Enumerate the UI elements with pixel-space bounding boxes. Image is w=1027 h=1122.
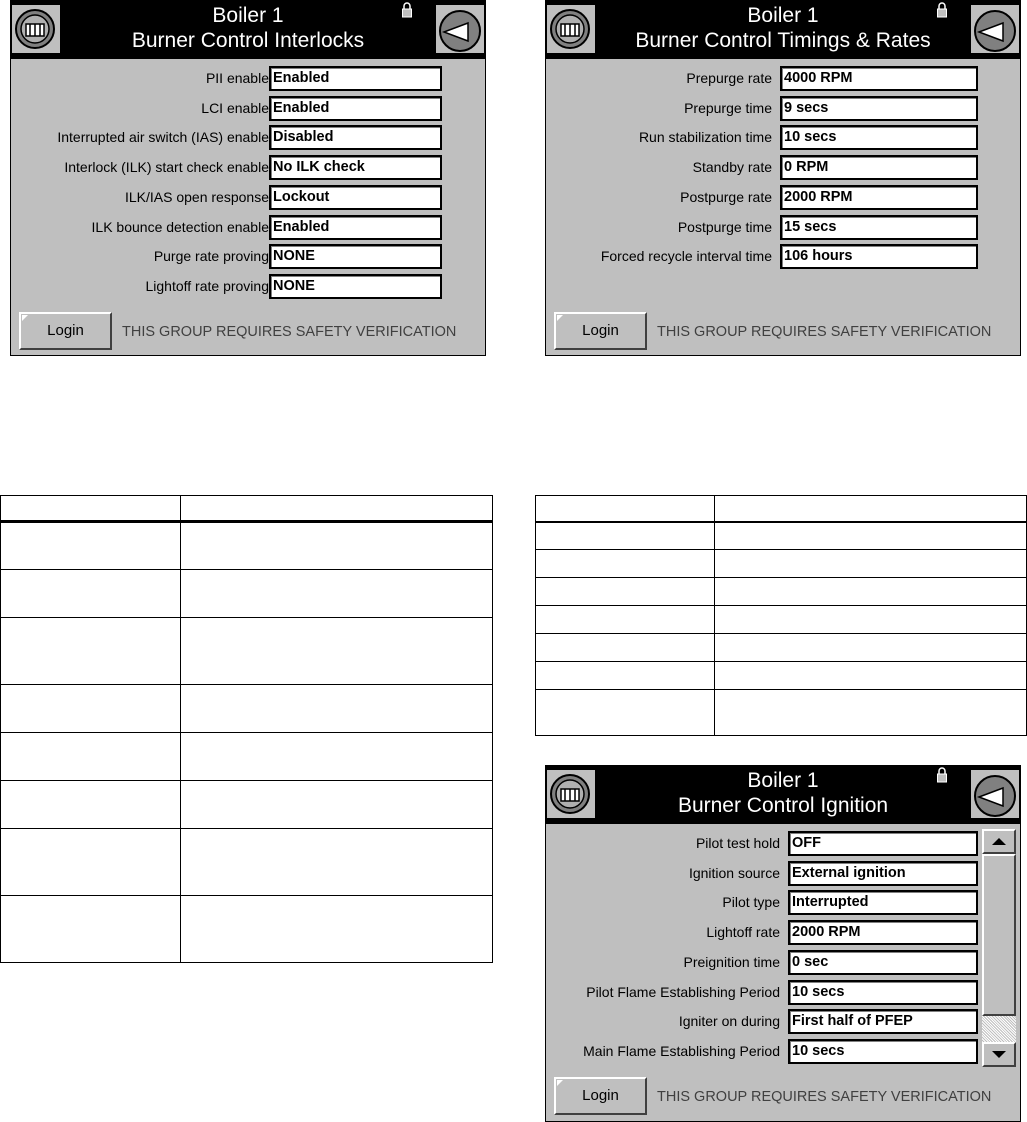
table-row	[536, 662, 1027, 690]
corner-marker	[22, 315, 28, 321]
title-bar	[11, 1, 485, 59]
param-label: ILK/IAS open response	[125, 189, 269, 205]
param-row	[546, 183, 1020, 211]
param-value[interactable]: OFF	[788, 831, 978, 856]
param-row	[546, 1037, 1020, 1065]
param-value[interactable]: Disabled	[269, 125, 442, 150]
arrow-up-icon[interactable]	[982, 829, 1016, 854]
safety-verification-note: THIS GROUP REQUIRES SAFETY VERIFICATION	[657, 1089, 992, 1105]
login-button[interactable]	[19, 312, 112, 350]
param-label: Postpurge time	[677, 219, 772, 235]
param-row	[546, 1007, 1020, 1035]
lock-icon	[936, 1, 948, 19]
login-label: Login	[47, 322, 84, 339]
table-row	[1, 781, 493, 829]
title-bar	[546, 766, 1020, 824]
param-row	[546, 123, 1020, 151]
param-row	[546, 888, 1020, 916]
corner-marker	[557, 315, 563, 321]
param-label: Prepurge rate	[686, 70, 772, 86]
table-row	[1, 618, 493, 685]
table-cell	[181, 570, 493, 618]
param-row	[11, 64, 485, 92]
param-label: Postpurge rate	[680, 189, 772, 205]
param-label: ILK bounce detection enable	[91, 219, 269, 235]
param-value[interactable]: 2000 RPM	[788, 920, 978, 945]
table-cell	[181, 685, 493, 733]
param-label: Preignition time	[683, 954, 780, 970]
home-icon[interactable]	[12, 5, 60, 53]
param-row	[546, 918, 1020, 946]
table-cell	[536, 606, 715, 634]
table-cell	[1, 896, 181, 963]
table-cell	[536, 496, 715, 522]
table-cell	[1, 496, 181, 522]
param-label: Interrupted air switch (IAS) enable	[57, 129, 269, 145]
table-cell	[1, 685, 181, 733]
param-value[interactable]: Enabled	[269, 215, 442, 240]
table-cell	[715, 606, 1027, 634]
table-cell	[181, 618, 493, 685]
table-row	[1, 829, 493, 896]
param-row	[546, 978, 1020, 1006]
table-row	[536, 578, 1027, 606]
param-value[interactable]: 0 sec	[788, 950, 978, 975]
param-value[interactable]: NONE	[269, 244, 442, 269]
param-row	[11, 153, 485, 181]
param-label: Run stabilization time	[638, 129, 772, 145]
param-value[interactable]: No ILK check	[269, 155, 442, 180]
param-label: LCI enable	[201, 100, 269, 116]
table-cell	[1, 570, 181, 618]
table-cell	[1, 618, 181, 685]
param-value[interactable]: 10 secs	[788, 1039, 978, 1064]
table-cell	[181, 781, 493, 829]
panel-title-line1: Boiler 1	[747, 769, 819, 792]
param-row	[11, 94, 485, 122]
table-cell	[181, 829, 493, 896]
table-row	[536, 690, 1027, 736]
table-header-row	[536, 496, 1027, 522]
param-label: PII enable	[205, 70, 269, 86]
table-row	[1, 570, 493, 618]
lock-icon	[936, 766, 948, 784]
interlocks-panel	[10, 0, 486, 356]
table-row	[1, 896, 493, 963]
table-row	[536, 550, 1027, 578]
panel-title-line2: Burner Control Interlocks	[131, 29, 365, 52]
table-cell	[536, 690, 715, 736]
param-value[interactable]: First half of PFEP	[788, 1009, 978, 1034]
table-cell	[536, 550, 715, 578]
interlocks-reference-table	[0, 495, 493, 963]
param-value[interactable]: Lockout	[269, 185, 442, 210]
table-row	[536, 606, 1027, 634]
panel-title-line2: Burner Control Ignition	[677, 794, 889, 817]
table-cell	[715, 662, 1027, 690]
panel-title-line1: Boiler 1	[212, 4, 284, 27]
table-cell	[181, 522, 493, 570]
login-button[interactable]	[554, 312, 647, 350]
param-row	[11, 272, 485, 300]
table-cell	[536, 662, 715, 690]
param-value[interactable]: Enabled	[269, 66, 442, 91]
table-row	[1, 522, 493, 570]
table-cell	[1, 733, 181, 781]
table-cell	[181, 496, 493, 522]
table-row	[536, 522, 1027, 550]
timings-rates-panel	[545, 0, 1021, 356]
table-row	[1, 733, 493, 781]
table-cell	[536, 522, 715, 550]
table-cell	[536, 634, 715, 662]
vertical-scrollbar[interactable]	[982, 829, 1016, 1067]
login-label: Login	[582, 1087, 619, 1104]
table-row	[1, 685, 493, 733]
param-row	[546, 829, 1020, 857]
param-value[interactable]: 0 RPM	[780, 155, 978, 180]
home-icon[interactable]	[547, 5, 595, 53]
timings-reference-table	[535, 495, 1027, 736]
scroll-thumb[interactable]	[982, 854, 1016, 1016]
table-cell	[715, 634, 1027, 662]
arrow-up-glyph	[984, 831, 1014, 852]
param-value[interactable]: 15 secs	[780, 215, 978, 240]
table-cell	[715, 550, 1027, 578]
login-button[interactable]	[554, 1077, 647, 1115]
param-row	[546, 64, 1020, 92]
param-value[interactable]: 106 hours	[780, 244, 978, 269]
param-row	[546, 94, 1020, 122]
table-row	[536, 634, 1027, 662]
param-label: Pilot type	[722, 894, 780, 910]
param-label: Prepurge time	[684, 100, 772, 116]
arrow-down-glyph	[984, 1044, 1014, 1065]
param-value[interactable]: 4000 RPM	[780, 66, 978, 91]
back-icon[interactable]	[971, 5, 1019, 53]
table-cell	[1, 829, 181, 896]
table-cell	[715, 578, 1027, 606]
panel-title-line1: Boiler 1	[747, 4, 819, 27]
param-value[interactable]: 10 secs	[780, 125, 978, 150]
table-cell	[181, 896, 493, 963]
ignition-panel	[545, 765, 1021, 1122]
table-cell	[715, 522, 1027, 550]
param-row	[546, 213, 1020, 241]
param-row	[546, 153, 1020, 181]
param-value[interactable]: External ignition	[788, 861, 978, 886]
back-icon[interactable]	[436, 5, 484, 53]
param-value[interactable]: 10 secs	[788, 980, 978, 1005]
param-label: Purge rate proving	[153, 248, 269, 264]
back-icon[interactable]	[971, 770, 1019, 818]
param-value[interactable]: NONE	[269, 274, 442, 299]
param-label: Ignition source	[688, 865, 780, 881]
table-cell	[181, 733, 493, 781]
table-header-row	[1, 496, 493, 522]
param-label: Lightoff rate	[706, 924, 780, 940]
param-label: Igniter on during	[678, 1013, 780, 1029]
param-label: Standby rate	[692, 159, 772, 175]
param-row	[11, 183, 485, 211]
arrow-down-icon[interactable]	[982, 1042, 1016, 1067]
safety-verification-note: THIS GROUP REQUIRES SAFETY VERIFICATION	[657, 324, 992, 340]
scroll-track[interactable]	[982, 1016, 1016, 1042]
param-row	[11, 213, 485, 241]
param-label: Main Flame Establishing Period	[583, 1043, 780, 1059]
param-value[interactable]: 2000 RPM	[780, 185, 978, 210]
corner-marker	[557, 1080, 563, 1086]
param-label: Interlock (ILK) start check enable	[64, 159, 269, 175]
param-value[interactable]: Interrupted	[788, 890, 978, 915]
param-value[interactable]: Enabled	[269, 96, 442, 121]
param-row	[546, 859, 1020, 887]
table-cell	[1, 522, 181, 570]
param-label: Lightoff rate proving	[145, 278, 269, 294]
lock-icon	[401, 1, 413, 19]
param-label: Pilot test hold	[695, 835, 780, 851]
param-row	[546, 948, 1020, 976]
param-row	[546, 242, 1020, 270]
table-cell	[536, 578, 715, 606]
param-label: Pilot Flame Establishing Period	[586, 984, 780, 1000]
param-row	[11, 242, 485, 270]
param-label: Forced recycle interval time	[600, 248, 772, 264]
table-cell	[715, 496, 1027, 522]
param-value[interactable]: 9 secs	[780, 96, 978, 121]
table-cell	[1, 781, 181, 829]
panel-title-line2: Burner Control Timings & Rates	[635, 29, 931, 52]
home-icon[interactable]	[547, 770, 595, 818]
title-bar	[546, 1, 1020, 59]
table-cell	[715, 690, 1027, 736]
safety-verification-note: THIS GROUP REQUIRES SAFETY VERIFICATION	[122, 324, 457, 340]
login-label: Login	[582, 322, 619, 339]
param-row	[11, 123, 485, 151]
